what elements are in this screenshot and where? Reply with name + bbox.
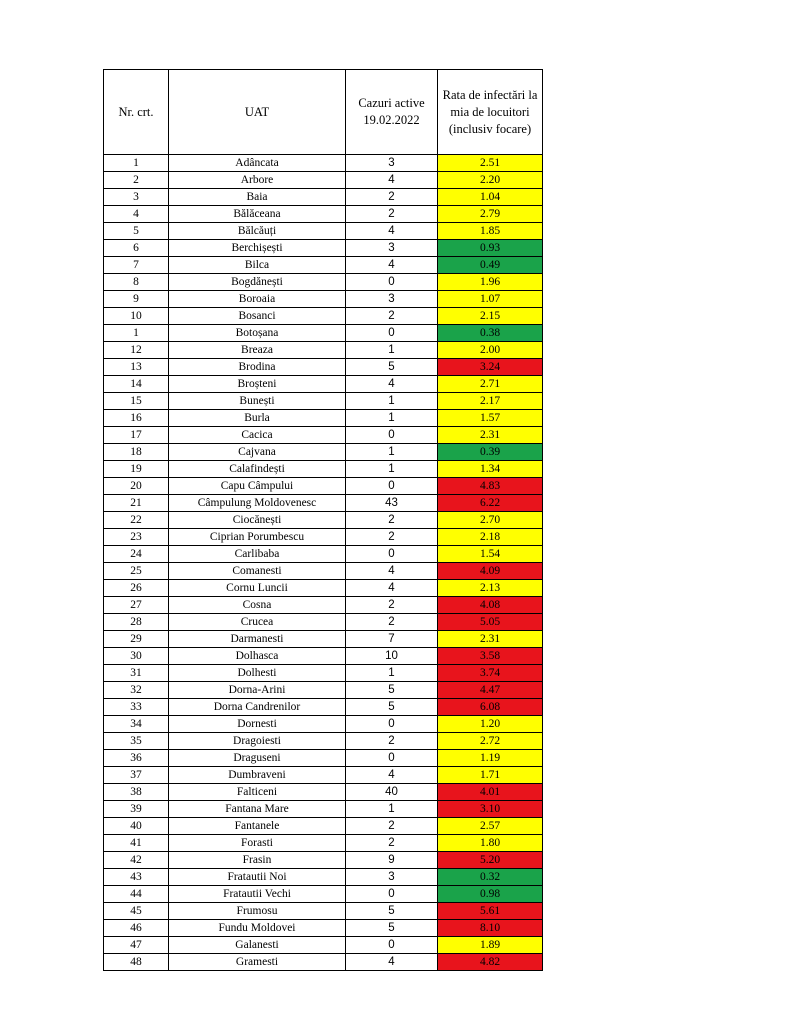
active-cases: 2	[346, 614, 438, 631]
row-number: 6	[104, 240, 169, 257]
table-row	[104, 478, 543, 495]
active-cases: 2	[346, 308, 438, 325]
table-row	[104, 784, 543, 801]
row-number: 27	[104, 597, 169, 614]
infection-rate: 2.71	[438, 376, 543, 393]
infection-rate: 4.82	[438, 954, 543, 971]
active-cases: 5	[346, 699, 438, 716]
active-cases: 1	[346, 410, 438, 427]
active-cases: 0	[346, 937, 438, 954]
row-number: 17	[104, 427, 169, 444]
table-row	[104, 495, 543, 512]
uat-name: Dolhasca	[169, 648, 346, 665]
table-row	[104, 427, 543, 444]
row-number: 36	[104, 750, 169, 767]
row-number: 28	[104, 614, 169, 631]
row-number: 45	[104, 903, 169, 920]
table-row	[104, 240, 543, 257]
active-cases: 1	[346, 342, 438, 359]
active-cases: 0	[346, 716, 438, 733]
row-number: 12	[104, 342, 169, 359]
infection-rate: 2.57	[438, 818, 543, 835]
active-cases: 2	[346, 835, 438, 852]
active-cases: 2	[346, 597, 438, 614]
header-cases: Cazuri active 19.02.2022	[346, 70, 438, 155]
active-cases: 1	[346, 393, 438, 410]
infection-rate: 0.32	[438, 869, 543, 886]
infection-rate: 5.05	[438, 614, 543, 631]
infection-rate: 1.89	[438, 937, 543, 954]
infection-rate: 2.15	[438, 308, 543, 325]
active-cases: 3	[346, 869, 438, 886]
infection-rate: 4.83	[438, 478, 543, 495]
row-number: 44	[104, 886, 169, 903]
table-row	[104, 835, 543, 852]
uat-name: Falticeni	[169, 784, 346, 801]
uat-name: Dorna Candrenilor	[169, 699, 346, 716]
uat-name: Draguseni	[169, 750, 346, 767]
table-row	[104, 529, 543, 546]
uat-name: Bosanci	[169, 308, 346, 325]
uat-name: Frasin	[169, 852, 346, 869]
row-number: 4	[104, 206, 169, 223]
table-row	[104, 206, 543, 223]
uat-name: Arbore	[169, 172, 346, 189]
infection-rate: 1.04	[438, 189, 543, 206]
uat-name: Baia	[169, 189, 346, 206]
uat-name: Capu Câmpului	[169, 478, 346, 495]
uat-name: Crucea	[169, 614, 346, 631]
infection-rate: 2.00	[438, 342, 543, 359]
active-cases: 2	[346, 206, 438, 223]
active-cases: 0	[346, 325, 438, 342]
active-cases: 3	[346, 291, 438, 308]
active-cases: 3	[346, 240, 438, 257]
table-row	[104, 291, 543, 308]
infection-rate: 5.61	[438, 903, 543, 920]
row-number: 30	[104, 648, 169, 665]
uat-name: Forasti	[169, 835, 346, 852]
infection-rate: 1.07	[438, 291, 543, 308]
row-number: 40	[104, 818, 169, 835]
uat-name: Fantana Mare	[169, 801, 346, 818]
table-row	[104, 342, 543, 359]
row-number: 16	[104, 410, 169, 427]
active-cases: 4	[346, 172, 438, 189]
uat-name: Bălcăuți	[169, 223, 346, 240]
table-row	[104, 716, 543, 733]
row-number: 38	[104, 784, 169, 801]
active-cases: 0	[346, 274, 438, 291]
infection-rate: 0.39	[438, 444, 543, 461]
uat-name: Ciocănești	[169, 512, 346, 529]
row-number: 14	[104, 376, 169, 393]
uat-name: Fratautii Noi	[169, 869, 346, 886]
row-number: 5	[104, 223, 169, 240]
infection-rate: 4.01	[438, 784, 543, 801]
table-row	[104, 886, 543, 903]
active-cases: 4	[346, 580, 438, 597]
table-row	[104, 410, 543, 427]
active-cases: 4	[346, 767, 438, 784]
active-cases: 0	[346, 427, 438, 444]
uat-name: Câmpulung Moldovenesc	[169, 495, 346, 512]
table-row	[104, 155, 543, 172]
infection-rate: 1.20	[438, 716, 543, 733]
infection-rate: 2.79	[438, 206, 543, 223]
row-number: 8	[104, 274, 169, 291]
uat-name: Bilca	[169, 257, 346, 274]
table-row	[104, 767, 543, 784]
row-number: 22	[104, 512, 169, 529]
active-cases: 5	[346, 359, 438, 376]
uat-name: Carlibaba	[169, 546, 346, 563]
table-row	[104, 189, 543, 206]
table-header-row	[104, 70, 543, 155]
active-cases: 5	[346, 920, 438, 937]
table-row	[104, 750, 543, 767]
active-cases: 4	[346, 563, 438, 580]
active-cases: 4	[346, 376, 438, 393]
uat-name: Dornesti	[169, 716, 346, 733]
row-number: 47	[104, 937, 169, 954]
infection-rate: 0.38	[438, 325, 543, 342]
table-row	[104, 801, 543, 818]
table-row	[104, 308, 543, 325]
row-number: 41	[104, 835, 169, 852]
table-row	[104, 614, 543, 631]
uat-name: Dragoiesti	[169, 733, 346, 750]
row-number: 20	[104, 478, 169, 495]
header-nr: Nr. crt.	[104, 70, 169, 155]
uat-name: Cosna	[169, 597, 346, 614]
active-cases: 2	[346, 529, 438, 546]
table-row	[104, 393, 543, 410]
active-cases: 1	[346, 801, 438, 818]
active-cases: 7	[346, 631, 438, 648]
row-number: 3	[104, 189, 169, 206]
table-row	[104, 699, 543, 716]
infection-rate: 1.80	[438, 835, 543, 852]
table-row	[104, 631, 543, 648]
infection-rate-table	[103, 69, 543, 971]
infection-rate: 3.58	[438, 648, 543, 665]
table-row	[104, 563, 543, 580]
uat-name: Dolhesti	[169, 665, 346, 682]
infection-rate: 4.09	[438, 563, 543, 580]
header-rate: Rata de infectări la mia de locuitori (inclusiv focare)	[438, 70, 543, 155]
table-row	[104, 257, 543, 274]
active-cases: 0	[346, 750, 438, 767]
row-number: 15	[104, 393, 169, 410]
active-cases: 0	[346, 546, 438, 563]
uat-name: Calafindești	[169, 461, 346, 478]
uat-name: Gramesti	[169, 954, 346, 971]
table-row	[104, 359, 543, 376]
row-number: 46	[104, 920, 169, 937]
row-number: 23	[104, 529, 169, 546]
active-cases: 2	[346, 733, 438, 750]
infection-rate: 1.54	[438, 546, 543, 563]
uat-name: Dumbraveni	[169, 767, 346, 784]
table-row	[104, 376, 543, 393]
infection-rate: 3.74	[438, 665, 543, 682]
uat-name: Fundu Moldovei	[169, 920, 346, 937]
active-cases: 10	[346, 648, 438, 665]
infection-rate: 2.17	[438, 393, 543, 410]
active-cases: 2	[346, 818, 438, 835]
uat-name: Burla	[169, 410, 346, 427]
row-number: 31	[104, 665, 169, 682]
row-number: 13	[104, 359, 169, 376]
table-body	[104, 155, 543, 971]
active-cases: 4	[346, 954, 438, 971]
header-uat: UAT	[169, 70, 346, 155]
uat-name: Botoșana	[169, 325, 346, 342]
infection-rate: 4.47	[438, 682, 543, 699]
uat-name: Cornu Luncii	[169, 580, 346, 597]
row-number: 26	[104, 580, 169, 597]
row-number: 25	[104, 563, 169, 580]
uat-name: Bogdănești	[169, 274, 346, 291]
table-row	[104, 223, 543, 240]
active-cases: 2	[346, 512, 438, 529]
row-number: 39	[104, 801, 169, 818]
uat-name: Darmanesti	[169, 631, 346, 648]
row-number: 29	[104, 631, 169, 648]
infection-rate: 1.71	[438, 767, 543, 784]
uat-name: Comanesti	[169, 563, 346, 580]
active-cases: 5	[346, 682, 438, 699]
table-row	[104, 818, 543, 835]
table-row	[104, 682, 543, 699]
uat-name: Fratautii Vechi	[169, 886, 346, 903]
active-cases: 0	[346, 886, 438, 903]
row-number: 35	[104, 733, 169, 750]
active-cases: 0	[346, 478, 438, 495]
uat-name: Brodina	[169, 359, 346, 376]
uat-name: Cajvana	[169, 444, 346, 461]
infection-rate: 0.98	[438, 886, 543, 903]
active-cases: 4	[346, 257, 438, 274]
row-number: 10	[104, 308, 169, 325]
table-row	[104, 648, 543, 665]
table-row	[104, 580, 543, 597]
uat-name: Fantanele	[169, 818, 346, 835]
infection-rate: 2.20	[438, 172, 543, 189]
uat-name: Bălăceana	[169, 206, 346, 223]
table-row	[104, 665, 543, 682]
table-row	[104, 172, 543, 189]
row-number: 2	[104, 172, 169, 189]
table-row	[104, 597, 543, 614]
uat-name: Boroaia	[169, 291, 346, 308]
row-number: 33	[104, 699, 169, 716]
table-row	[104, 852, 543, 869]
infection-rate: 4.08	[438, 597, 543, 614]
row-number: 43	[104, 869, 169, 886]
table-row	[104, 937, 543, 954]
row-number: 1	[104, 325, 169, 342]
row-number: 7	[104, 257, 169, 274]
uat-name: Adâncata	[169, 155, 346, 172]
active-cases: 5	[346, 903, 438, 920]
active-cases: 1	[346, 665, 438, 682]
infection-rate: 1.85	[438, 223, 543, 240]
row-number: 34	[104, 716, 169, 733]
uat-name: Broșteni	[169, 376, 346, 393]
active-cases: 2	[346, 189, 438, 206]
active-cases: 1	[346, 444, 438, 461]
infection-rate: 1.19	[438, 750, 543, 767]
infection-rate: 2.31	[438, 631, 543, 648]
infection-rate: 2.51	[438, 155, 543, 172]
infection-rate: 2.72	[438, 733, 543, 750]
row-number: 19	[104, 461, 169, 478]
table-row	[104, 512, 543, 529]
active-cases: 43	[346, 495, 438, 512]
infection-rate: 5.20	[438, 852, 543, 869]
table-row	[104, 869, 543, 886]
infection-rate: 2.18	[438, 529, 543, 546]
uat-name: Berchișești	[169, 240, 346, 257]
row-number: 24	[104, 546, 169, 563]
active-cases: 9	[346, 852, 438, 869]
row-number: 18	[104, 444, 169, 461]
uat-name: Bunești	[169, 393, 346, 410]
uat-name: Galanesti	[169, 937, 346, 954]
table-row	[104, 903, 543, 920]
table-row	[104, 733, 543, 750]
table-row	[104, 461, 543, 478]
row-number: 32	[104, 682, 169, 699]
active-cases: 3	[346, 155, 438, 172]
table-row	[104, 444, 543, 461]
active-cases: 40	[346, 784, 438, 801]
table-row	[104, 546, 543, 563]
active-cases: 1	[346, 461, 438, 478]
infection-rate: 0.49	[438, 257, 543, 274]
table-row	[104, 274, 543, 291]
infection-rate: 8.10	[438, 920, 543, 937]
infection-rate: 6.08	[438, 699, 543, 716]
active-cases: 4	[346, 223, 438, 240]
infection-rate: 1.96	[438, 274, 543, 291]
row-number: 37	[104, 767, 169, 784]
table-row	[104, 954, 543, 971]
uat-name: Frumosu	[169, 903, 346, 920]
infection-rate: 3.10	[438, 801, 543, 818]
table-row	[104, 325, 543, 342]
row-number: 1	[104, 155, 169, 172]
infection-rate: 1.57	[438, 410, 543, 427]
infection-rate: 1.34	[438, 461, 543, 478]
infection-rate: 2.31	[438, 427, 543, 444]
infection-rate: 2.13	[438, 580, 543, 597]
row-number: 21	[104, 495, 169, 512]
row-number: 42	[104, 852, 169, 869]
table-row	[104, 920, 543, 937]
row-number: 9	[104, 291, 169, 308]
uat-name: Ciprian Porumbescu	[169, 529, 346, 546]
uat-name: Cacica	[169, 427, 346, 444]
infection-rate: 3.24	[438, 359, 543, 376]
infection-rate: 0.93	[438, 240, 543, 257]
uat-name: Breaza	[169, 342, 346, 359]
uat-name: Dorna-Arini	[169, 682, 346, 699]
infection-rate: 6.22	[438, 495, 543, 512]
row-number: 48	[104, 954, 169, 971]
infection-rate: 2.70	[438, 512, 543, 529]
